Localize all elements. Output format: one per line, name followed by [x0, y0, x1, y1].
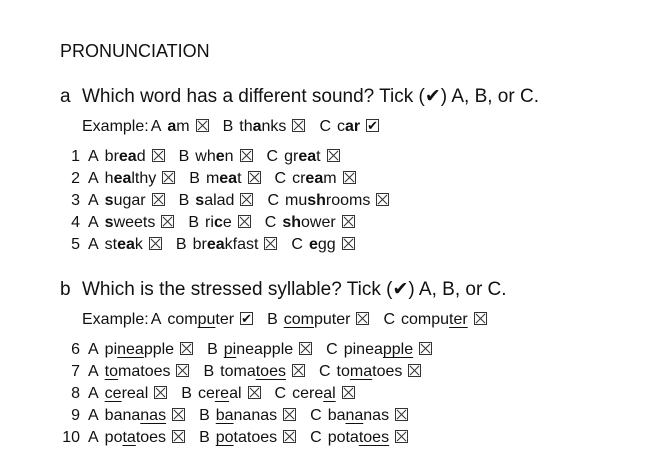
- highlighted-sound: al: [323, 385, 336, 402]
- option-letter: C: [318, 363, 331, 380]
- highlighted-sound: ea: [298, 148, 317, 165]
- option-a: [88, 407, 185, 424]
- checkbox[interactable]: [342, 237, 355, 250]
- word-part: tatoes: [233, 429, 278, 446]
- word-part: bana: [104, 407, 141, 424]
- checkbox[interactable]: [376, 193, 389, 206]
- highlighted-sound: ar: [345, 118, 361, 135]
- option-c: [267, 192, 389, 209]
- option-letter: A: [88, 385, 99, 402]
- option-a: [151, 311, 253, 328]
- word-part: toes: [135, 429, 167, 446]
- word-part: alad: [204, 192, 235, 209]
- option-letter: C: [274, 170, 287, 187]
- option-b: [203, 363, 305, 380]
- word-part: po: [104, 429, 123, 446]
- checkbox[interactable]: [292, 119, 305, 132]
- checkbox[interactable]: [248, 386, 261, 399]
- word-part: com: [167, 311, 198, 328]
- word-part: cr: [292, 170, 306, 187]
- word-part: to: [336, 363, 350, 380]
- word-part: real: [121, 385, 149, 402]
- option-b: [179, 148, 253, 165]
- option-c: [319, 363, 421, 380]
- question-number: 1: [71, 148, 80, 165]
- checkbox[interactable]: [180, 342, 193, 355]
- checkbox[interactable]: [408, 364, 421, 377]
- question-number: 2: [71, 170, 80, 187]
- option-a: [88, 236, 162, 253]
- word-part: ower: [300, 214, 336, 231]
- option-letter: C: [264, 214, 277, 231]
- option-c: [310, 407, 408, 424]
- word-part: ba: [327, 407, 346, 424]
- option-letter: A: [88, 170, 99, 187]
- option-a: [88, 192, 165, 209]
- option-letter: A: [88, 429, 99, 446]
- option-letter: A: [88, 148, 99, 165]
- highlighted-sound: ter: [449, 311, 468, 328]
- question-row: [62, 428, 422, 448]
- word-part: nas: [363, 407, 390, 424]
- option-b: [179, 192, 254, 209]
- checkbox[interactable]: [154, 386, 167, 399]
- checked-box-icon[interactable]: [366, 119, 379, 132]
- word-part: nks: [261, 118, 287, 135]
- section-instruction: Which word has a different sound? Tick (✔) A, B, or C.: [82, 86, 539, 107]
- question-row: [62, 169, 370, 189]
- example-label: Example:: [82, 118, 149, 135]
- checkbox[interactable]: [474, 312, 487, 325]
- checkbox[interactable]: [292, 364, 305, 377]
- word-part: toes: [372, 363, 403, 380]
- option-c: [326, 341, 432, 358]
- option-c: [291, 236, 354, 253]
- highlighted-sound: ea: [305, 170, 324, 187]
- checkbox[interactable]: [161, 215, 174, 228]
- word-part: ter: [215, 311, 235, 328]
- option-b: [189, 170, 260, 187]
- option-letter: C: [310, 429, 322, 446]
- option-letter: B: [267, 311, 278, 328]
- option-letter: C: [326, 341, 338, 358]
- option-letter: B: [188, 214, 200, 231]
- option-letter: B: [178, 148, 190, 165]
- option-a: [88, 363, 189, 380]
- word-part: th: [239, 118, 253, 135]
- question-number: 7: [71, 363, 80, 380]
- word-part: pple: [143, 341, 175, 358]
- checkbox[interactable]: [264, 237, 277, 250]
- highlighted-sound: toes: [358, 429, 390, 446]
- option-a: [88, 214, 174, 231]
- checkbox[interactable]: [149, 237, 162, 250]
- question-row: [62, 147, 354, 167]
- highlighted-sound: to: [104, 363, 119, 380]
- option-a: [151, 118, 209, 135]
- option-letter: A: [150, 118, 162, 135]
- word-part: gr: [284, 148, 299, 165]
- question-row: [62, 384, 369, 404]
- highlighted-sound: re: [214, 385, 230, 402]
- section-heading-b: [60, 278, 507, 301]
- option-letter: C: [310, 407, 322, 424]
- option-letter: C: [319, 118, 331, 135]
- word-part: n: [224, 148, 234, 165]
- question-number: 4: [71, 214, 80, 231]
- checkbox[interactable]: [395, 408, 408, 421]
- option-letter: C: [266, 148, 279, 165]
- option-letter: C: [291, 236, 303, 253]
- option-a: [88, 148, 165, 165]
- option-letter: A: [88, 214, 99, 231]
- option-letter: C: [267, 192, 279, 209]
- option-a: [88, 385, 167, 402]
- word-part: matoes: [118, 363, 171, 380]
- section-instruction: Which is the stressed syllable? Tick (✔) A, B, or C.: [82, 279, 507, 300]
- highlighted-sound: ea: [118, 148, 137, 165]
- word-part: kfast: [224, 236, 259, 253]
- word-part: ri: [205, 214, 214, 231]
- section-heading-a: [60, 85, 539, 108]
- highlighted-sound: ce: [104, 385, 122, 402]
- option-b: [199, 407, 296, 424]
- question-row: [62, 191, 403, 211]
- option-letter: A: [88, 407, 99, 424]
- checkbox[interactable]: [152, 149, 165, 162]
- checkbox[interactable]: [248, 171, 261, 184]
- option-letter: B: [175, 236, 187, 253]
- checkbox[interactable]: [283, 430, 296, 443]
- word-part: m: [205, 170, 220, 187]
- checkbox[interactable]: [240, 149, 253, 162]
- checkbox[interactable]: [238, 215, 251, 228]
- checkbox[interactable]: [299, 342, 312, 355]
- option-letter: B: [203, 363, 215, 380]
- option-c: [275, 170, 356, 187]
- checkbox[interactable]: [356, 312, 369, 325]
- word-part: c: [337, 118, 345, 135]
- option-a: [88, 170, 175, 187]
- word-part: pi: [104, 341, 118, 358]
- question-number: 5: [71, 236, 80, 253]
- highlighted-sound: sh: [307, 192, 326, 209]
- word-part: compu: [401, 311, 450, 328]
- highlighted-sound: po: [215, 429, 234, 446]
- word-part: k: [134, 236, 143, 253]
- highlighted-sound: pi: [223, 341, 237, 358]
- word-part: al: [229, 385, 242, 402]
- word-part: h: [104, 170, 114, 187]
- highlighted-sound: pu: [197, 311, 216, 328]
- option-a: [88, 429, 185, 446]
- question-number: 9: [71, 407, 80, 424]
- option-letter: A: [88, 341, 99, 358]
- option-letter: B: [189, 170, 200, 187]
- word-part: mu: [285, 192, 308, 209]
- word-part: st: [104, 236, 118, 253]
- checkbox[interactable]: [343, 171, 356, 184]
- word-part: neapple: [236, 341, 294, 358]
- highlighted-sound: ma: [349, 363, 373, 380]
- highlighted-sound: nea: [117, 341, 144, 358]
- highlighted-sound: a: [167, 118, 177, 135]
- highlighted-sound: toes: [255, 363, 286, 380]
- word-part: cere: [292, 385, 324, 402]
- highlighted-sound: s: [195, 192, 205, 209]
- checkbox[interactable]: [172, 408, 185, 421]
- option-b: [181, 385, 260, 402]
- question-number: 10: [62, 429, 80, 446]
- highlighted-sound: ta: [122, 429, 136, 446]
- question-row: [62, 406, 422, 426]
- word-part: ugar: [113, 192, 146, 209]
- question-row: [62, 213, 369, 233]
- option-letter: B: [181, 385, 192, 402]
- highlighted-sound: com: [283, 311, 314, 328]
- section-label: a: [60, 86, 71, 107]
- word-part: m: [176, 118, 190, 135]
- highlighted-sound: ea: [113, 170, 132, 187]
- word-part: pinea: [343, 341, 383, 358]
- highlighted-sound: ba: [215, 407, 234, 424]
- checkbox[interactable]: [283, 408, 296, 421]
- checked-box-icon[interactable]: [240, 312, 253, 325]
- option-c: [310, 429, 408, 446]
- question-number: 3: [71, 192, 80, 209]
- word-part: br: [104, 148, 119, 165]
- option-b: [199, 429, 296, 446]
- highlighted-sound: s: [104, 214, 114, 231]
- option-b: [223, 118, 306, 135]
- checkbox[interactable]: [419, 342, 432, 355]
- word-part: nanas: [233, 407, 278, 424]
- highlighted-sound: c: [213, 214, 223, 231]
- word-part: br: [192, 236, 207, 253]
- highlighted-sound: pple: [382, 341, 414, 358]
- highlighted-sound: nas: [140, 407, 167, 424]
- option-letter: B: [178, 192, 190, 209]
- option-letter: B: [199, 407, 210, 424]
- checkbox[interactable]: [395, 430, 408, 443]
- checkbox[interactable]: [342, 386, 355, 399]
- highlighted-sound: ea: [117, 236, 135, 253]
- question-number: 6: [71, 341, 80, 358]
- highlighted-sound: e: [308, 236, 318, 253]
- highlighted-sound: sh: [282, 214, 301, 231]
- option-letter: C: [383, 311, 396, 328]
- highlighted-sound: ea: [206, 236, 225, 253]
- checkbox[interactable]: [152, 193, 165, 206]
- option-c: [275, 385, 355, 402]
- option-b: [267, 311, 369, 328]
- highlighted-sound: e: [215, 148, 225, 165]
- word-part: t: [237, 170, 242, 187]
- word-part: weets: [113, 214, 156, 231]
- checkbox[interactable]: [172, 430, 185, 443]
- example-label: Example:: [82, 311, 149, 328]
- option-letter: C: [274, 385, 287, 402]
- option-a: [88, 341, 193, 358]
- option-letter: A: [150, 311, 162, 328]
- word-part: rooms: [325, 192, 371, 209]
- option-letter: A: [88, 192, 99, 209]
- example-row: [82, 310, 501, 330]
- question-row: [62, 235, 369, 255]
- checkbox[interactable]: [327, 149, 340, 162]
- word-part: wh: [195, 148, 216, 165]
- word-part: pota: [327, 429, 359, 446]
- highlighted-sound: s: [104, 192, 114, 209]
- word-part: m: [323, 170, 337, 187]
- checkbox[interactable]: [162, 171, 175, 184]
- question-number: 8: [71, 385, 80, 402]
- checkbox[interactable]: [240, 193, 253, 206]
- word-part: d: [136, 148, 146, 165]
- question-row: [62, 340, 446, 360]
- option-letter: A: [88, 236, 99, 253]
- word-part: e: [222, 214, 232, 231]
- option-letter: B: [207, 341, 218, 358]
- option-letter: B: [222, 118, 234, 135]
- option-c: [383, 311, 486, 328]
- word-part: puter: [313, 311, 351, 328]
- word-part: gg: [317, 236, 336, 253]
- question-row: [62, 362, 435, 382]
- checkbox[interactable]: [196, 119, 209, 132]
- highlighted-sound: na: [345, 407, 364, 424]
- page-title: PRONUNCIATION: [60, 41, 210, 61]
- word-part: toma: [220, 363, 256, 380]
- word-part: lthy: [131, 170, 157, 187]
- option-b: [188, 214, 250, 231]
- checkbox[interactable]: [342, 215, 355, 228]
- option-letter: B: [199, 429, 210, 446]
- option-c: [267, 148, 340, 165]
- word-part: ce: [197, 385, 215, 402]
- highlighted-sound: a: [252, 118, 262, 135]
- option-c: [319, 118, 379, 135]
- section-label: b: [60, 279, 71, 300]
- option-b: [176, 236, 278, 253]
- option-c: [265, 214, 355, 231]
- checkbox[interactable]: [176, 364, 189, 377]
- option-letter: A: [88, 363, 99, 380]
- option-b: [207, 341, 312, 358]
- word-part: t: [316, 148, 321, 165]
- example-row: [82, 117, 393, 137]
- highlighted-sound: ea: [219, 170, 238, 187]
